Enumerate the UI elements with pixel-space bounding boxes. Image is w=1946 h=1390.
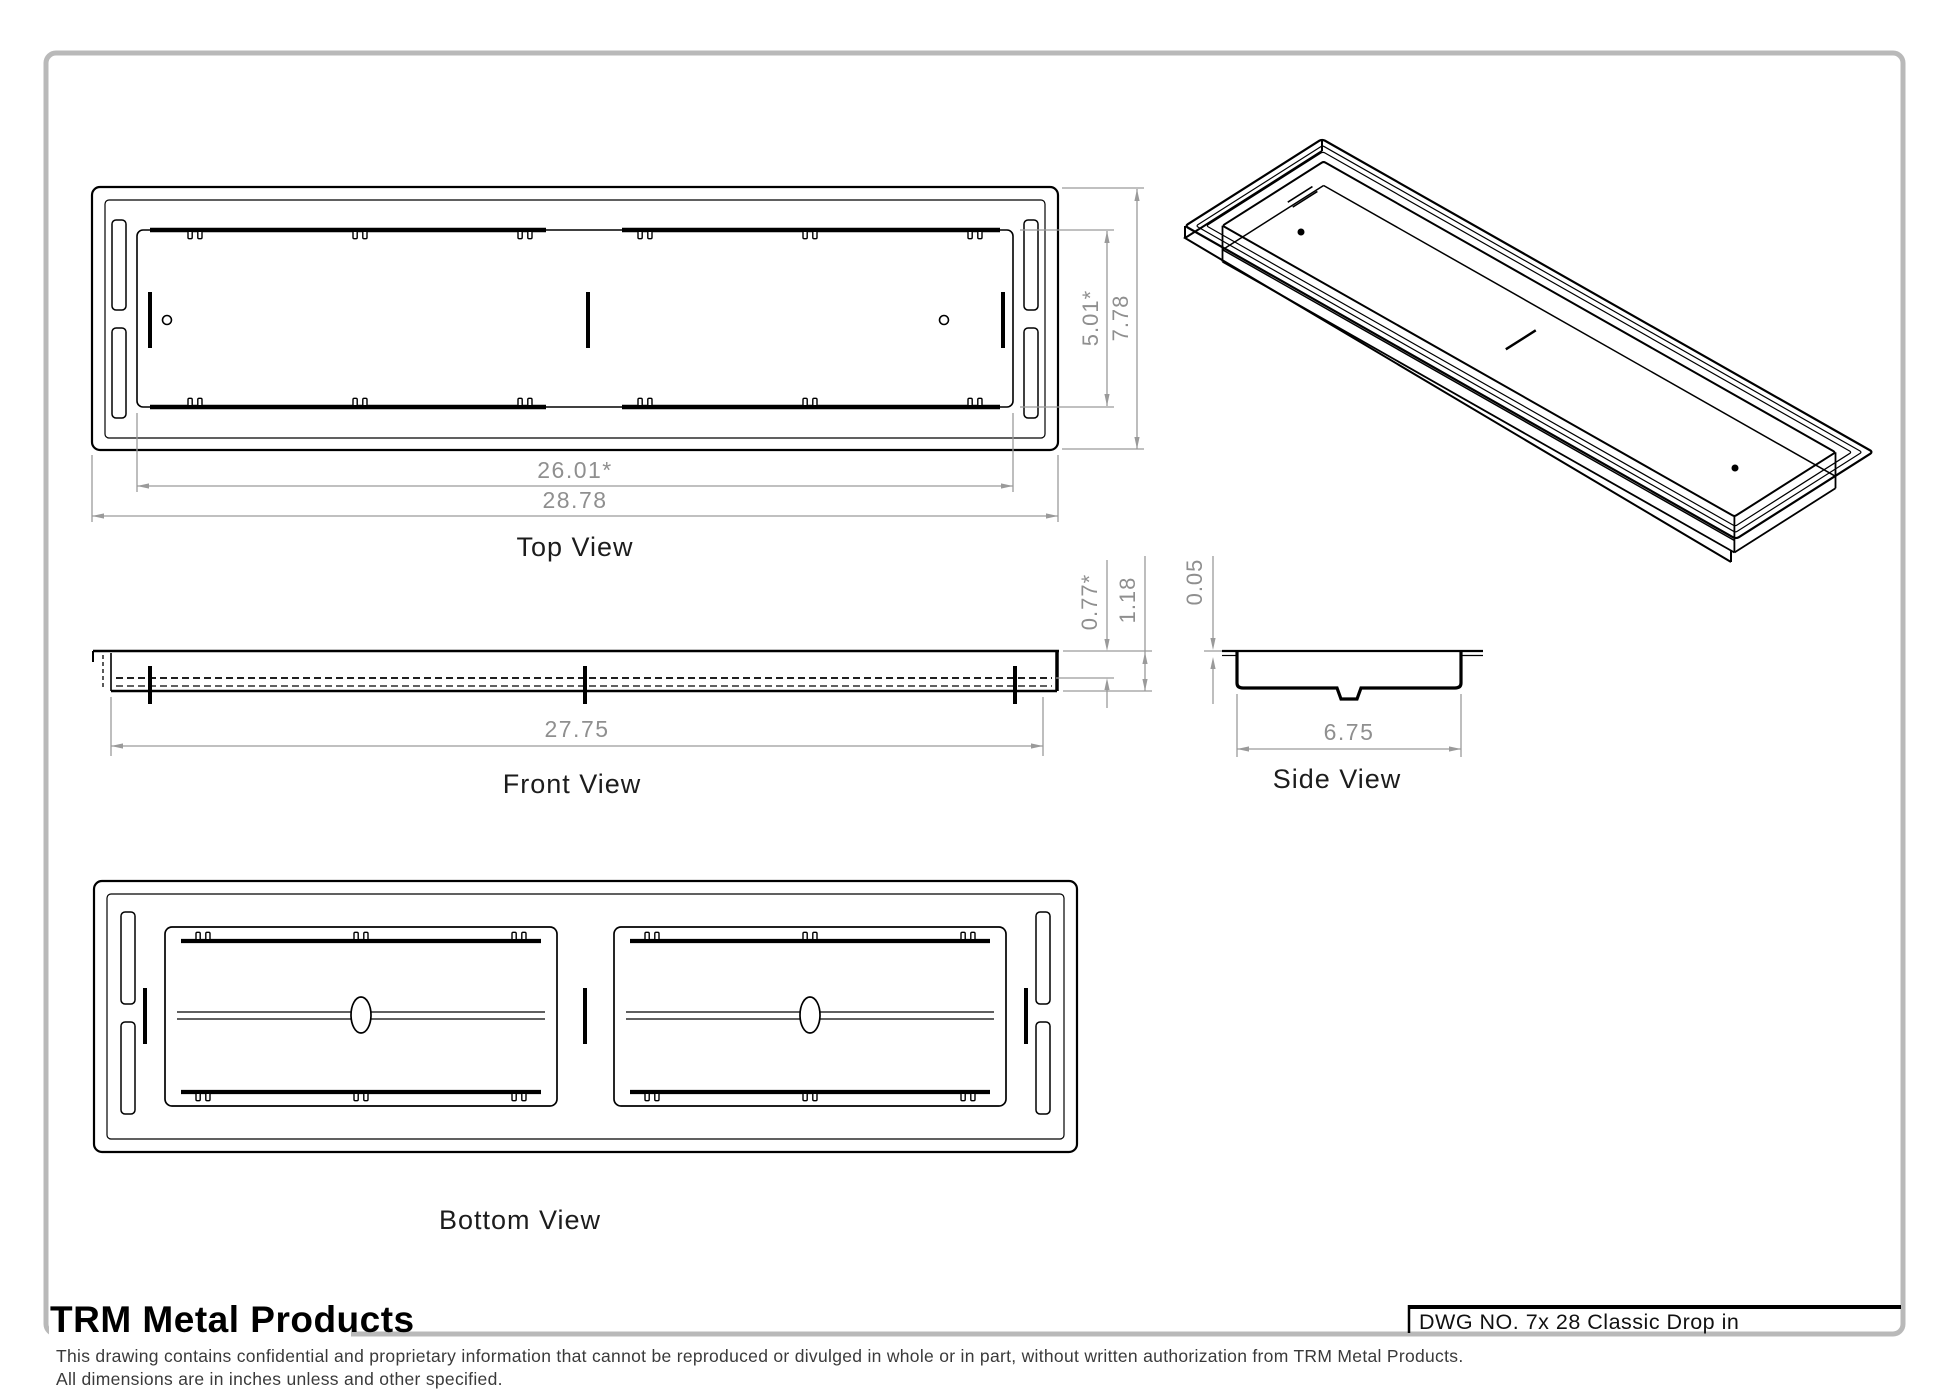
hole-right	[940, 316, 949, 325]
isometric-view	[1185, 139, 1873, 562]
iso-pan-opening	[1222, 162, 1835, 517]
top-view-pan-thick-edges	[150, 230, 1000, 407]
bottom-view-left-panel	[165, 927, 557, 1106]
footer-notes	[56, 1346, 1463, 1389]
iso-flange-underside	[1185, 151, 1731, 562]
top-view	[92, 187, 1144, 562]
top-view-side-slots	[112, 220, 1038, 418]
dim-top-outer-height: 7.78	[1108, 294, 1133, 342]
footer-disclaimer: This drawing contains confidential and proprietary information that cannot be reproduced or divulged in whole or in part, without written authorization from TRM Metal Products.	[56, 1346, 1464, 1366]
top-view-outer-frame	[92, 187, 1058, 450]
hole-left	[163, 316, 172, 325]
dim-top-outer-width: 28.78	[542, 487, 608, 513]
iso-pan-body	[1223, 226, 1836, 553]
dim-side-width: 6.75	[1323, 719, 1375, 745]
side-view-pan-profile	[1237, 652, 1461, 699]
left-panel-hole	[351, 997, 371, 1033]
top-view-dimensions	[92, 188, 1144, 522]
top-view-label: Top View	[516, 532, 634, 562]
bottom-view-right-panel	[614, 927, 1006, 1106]
top-view-tab-marks	[188, 232, 982, 405]
dwg-number: DWG NO. 7x 28 Classic Drop in	[1419, 1310, 1740, 1334]
front-view-label: Front View	[502, 769, 642, 799]
bottom-view	[94, 881, 1077, 1235]
top-view-flange-lip	[105, 200, 1045, 438]
top-view-center-marks	[148, 292, 1005, 348]
iso-hole-right	[1732, 465, 1739, 472]
company-title: TRM Metal Products	[50, 1299, 415, 1340]
iso-pan-floor	[1223, 186, 1836, 541]
front-view	[93, 556, 1152, 799]
bottom-view-label: Bottom View	[438, 1205, 602, 1235]
sheet-border	[46, 53, 1903, 1334]
side-view-label: Side View	[1272, 764, 1402, 794]
footer-units-note: All dimensions are in inches unless and other specified.	[56, 1369, 503, 1389]
iso-hole-left	[1298, 229, 1305, 236]
dim-front-recess: 0.77*	[1077, 573, 1102, 631]
right-panel-hole	[800, 997, 820, 1033]
side-view	[1182, 556, 1483, 794]
iso-flange-outline	[1185, 139, 1873, 539]
side-view-dimensions	[1182, 556, 1461, 757]
front-view-dimensions	[111, 556, 1152, 756]
dim-side-flange-thickness: 0.05	[1182, 558, 1207, 606]
dim-top-inner-height: 5.01*	[1078, 289, 1103, 347]
dim-front-width: 27.75	[544, 716, 610, 742]
dim-front-height: 1.18	[1115, 576, 1140, 624]
dim-top-inner-width: 26.01*	[537, 457, 613, 483]
top-view-pan-opening	[137, 230, 1013, 407]
